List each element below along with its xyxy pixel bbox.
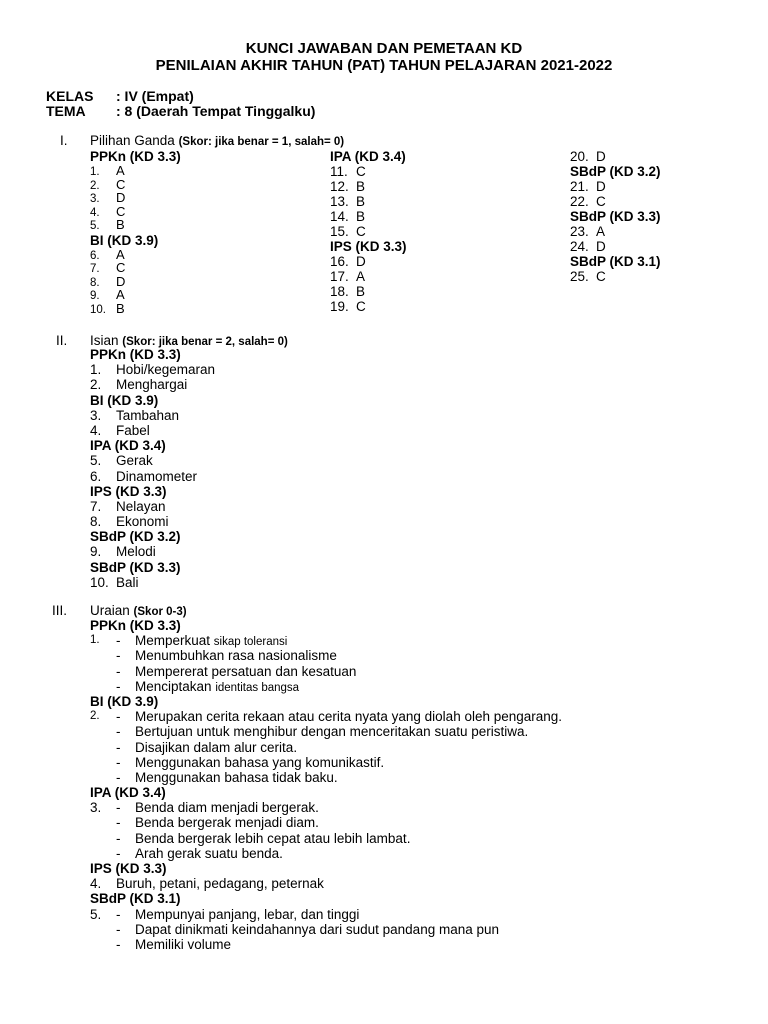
- mc-item: 13. B: [330, 194, 366, 209]
- section2-title: [90, 333, 288, 348]
- doc-title-line2: PENILAIAN AKHIR TAHUN (PAT) TAHUN PELAJARAN 2021-2022: [155, 57, 613, 74]
- mc-column-2: [330, 149, 407, 314]
- answer-line: - Menumbuhkan rasa nasionalisme: [116, 648, 337, 664]
- answer-line: - Menggunakan bahasa yang komunikastif.: [116, 754, 385, 770]
- list-item: 9. Melodi: [90, 544, 156, 560]
- section1-title-text: Pilihan Ganda: [90, 133, 175, 148]
- mc-head-ips: IPS (KD 3.3): [330, 239, 407, 254]
- section3-title-text: Uraian: [90, 603, 130, 618]
- list-item: 10. Bali: [90, 574, 139, 590]
- list-item: 4. Fabel: [90, 422, 150, 438]
- mc-head-ppkn: PPKn (KD 3.3): [90, 149, 181, 164]
- mc-item: 19. C: [330, 299, 366, 314]
- mc-item: 21. D: [570, 179, 606, 194]
- answer-line: - Benda bergerak lebih cepat atau lebih lambat.: [116, 830, 411, 846]
- kelas-label: KELAS: [46, 88, 94, 104]
- mc-item: 11. C: [330, 164, 366, 179]
- answer-line: - Dapat dinikmati keindahannya dari sudut pandang mana pun: [116, 921, 500, 937]
- answer-line: - Benda bergerak menjadi diam.: [116, 815, 319, 831]
- tema-value: : 8 (Daerah Tempat Tinggalku): [116, 103, 316, 119]
- uraian-head-sbdp-31: SBdP (KD 3.1): [90, 891, 181, 907]
- mc-item: 24. D: [570, 239, 606, 254]
- section1-number: I.: [60, 133, 68, 148]
- list-item: 3. Tambahan: [90, 407, 180, 423]
- mc-item: 7. C: [90, 260, 126, 275]
- uraian-head-ipa: IPA (KD 3.4): [90, 785, 166, 801]
- list-item: 6. Dinamometer: [90, 468, 198, 484]
- answer-line: - Disajikan dalam alur cerita.: [116, 739, 298, 755]
- mc-item: 22. C: [570, 194, 606, 209]
- answer-line: 1. - Memperkuat sikap toleransi: [90, 633, 288, 649]
- isian-head-sbdp-32: SBdP (KD 3.2): [90, 529, 181, 545]
- list-item: 5. Gerak: [90, 453, 153, 469]
- list-item: 1. Hobi/kegemaran: [90, 362, 216, 378]
- mc-item: 14. B: [330, 209, 366, 224]
- section2-number: II.: [56, 333, 68, 348]
- section2-score: (Skor: jika benar = 2, salah= 0): [122, 336, 288, 348]
- isian-head-sbdp-33: SBdP (KD 3.3): [90, 559, 181, 575]
- answer-line: 4. Buruh, petani, pedagang, peternak: [90, 876, 324, 892]
- mc-item: 23. A: [570, 224, 606, 239]
- mc-item: 8. D: [90, 273, 126, 289]
- uraian-head-ppkn: PPKn (KD 3.3): [90, 618, 181, 633]
- uraian-head-ips: IPS (KD 3.3): [90, 861, 167, 876]
- mc-item: 4. C: [90, 203, 126, 219]
- mc-item: 2. C: [90, 176, 126, 192]
- mc-head-ipa: IPA (KD 3.4): [330, 149, 406, 164]
- mc-column-3: [570, 149, 661, 284]
- mc-item: 10. B: [90, 300, 125, 316]
- isian-head-ips: IPS (KD 3.3): [90, 483, 167, 499]
- isian-head-bi: BI (KD 3.9): [90, 392, 159, 408]
- section3-score: (Skor 0-3): [133, 606, 187, 618]
- answer-line: - Mempererat persatuan dan kesatuan: [116, 663, 357, 679]
- mc-head-bi: BI (KD 3.9): [90, 232, 159, 248]
- answer-line: 5. - Mempunyai panjang, lebar, dan tinggi: [90, 906, 360, 922]
- answer-line: 3. - Benda diam menjadi bergerak.: [90, 800, 319, 816]
- list-item: 7. Nelayan: [90, 498, 166, 514]
- mc-item: 6. A: [90, 246, 125, 262]
- answer-line: 2. - Merupakan cerita rekaan atau cerita nyata yang diolah oleh pengarang.: [90, 709, 563, 725]
- mc-item: 5. B: [90, 217, 125, 232]
- mc-item: 20. D: [570, 149, 606, 164]
- section3-number: III.: [52, 603, 68, 618]
- list-item: 8. Ekonomi: [90, 514, 169, 530]
- mc-item: 16. D: [330, 254, 366, 269]
- uraian-list: [90, 618, 730, 952]
- mc-item: 12. B: [330, 179, 366, 194]
- answer-line: - Arah gerak suatu benda.: [116, 845, 283, 861]
- isian-head-ppkn: PPKn (KD 3.3): [90, 347, 181, 362]
- isian-list: [90, 347, 215, 590]
- section1-title: [90, 133, 344, 148]
- mc-item: 17. A: [330, 269, 366, 284]
- mc-item: 15. C: [330, 224, 366, 239]
- answer-line: - Menggunakan bahasa tidak baku.: [116, 769, 338, 785]
- answer-line: - Menciptakan identitas bangsa: [116, 678, 300, 694]
- mc-column-1: [90, 149, 181, 315]
- mc-item: 25. C: [570, 269, 606, 284]
- section1-score: (Skor: jika benar = 1, salah= 0): [178, 136, 345, 148]
- kelas-value: : IV (Empat): [116, 88, 194, 104]
- mc-head-sbdp-32: SBdP (KD 3.2): [570, 164, 661, 179]
- mc-item: 1. A: [90, 163, 125, 178]
- mc-item: 9. A: [90, 287, 125, 302]
- mc-head-sbdp-33: SBdP (KD 3.3): [570, 209, 661, 224]
- list-item: 2. Menghargai: [90, 377, 188, 393]
- tema-label: TEMA: [46, 103, 86, 119]
- doc-title-line1: KUNCI JAWABAN DAN PEMETAAN KD: [245, 40, 523, 57]
- section3-title: [90, 603, 187, 618]
- mc-item: 18. B: [330, 284, 366, 299]
- answer-line: - Memiliki volume: [116, 936, 232, 952]
- uraian-head-bi: BI (KD 3.9): [90, 693, 159, 709]
- mc-item: 3. D: [90, 190, 126, 205]
- isian-head-ipa: IPA (KD 3.4): [90, 438, 166, 454]
- answer-line: - Bertujuan untuk menghibur dengan menceritakan suatu peristiwa.: [116, 724, 529, 740]
- section2-title-text: Isian: [90, 333, 119, 348]
- mc-head-sbdp-31: SBdP (KD 3.1): [570, 254, 661, 269]
